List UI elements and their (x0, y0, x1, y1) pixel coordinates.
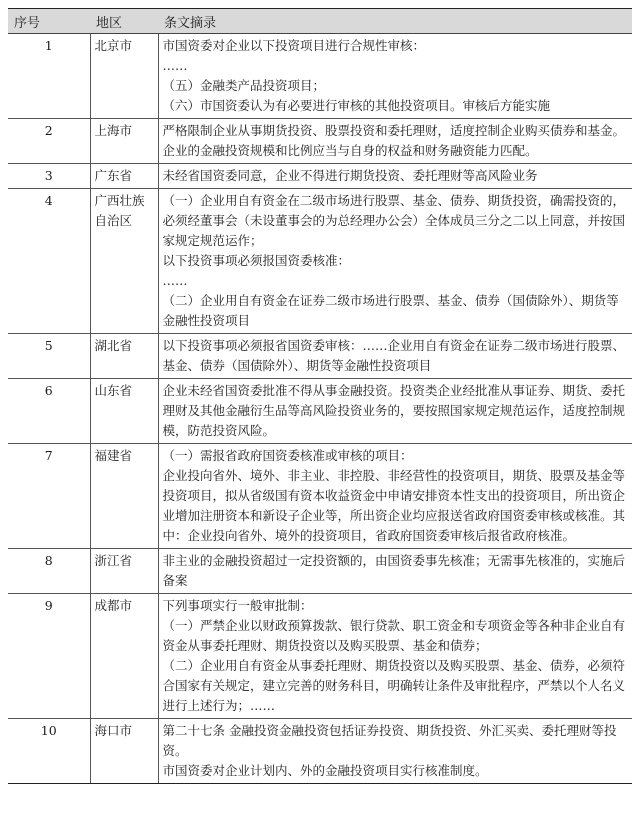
row-region: 福建省 (90, 444, 158, 549)
row-region: 广东省 (90, 164, 158, 189)
excerpt-line: …… (162, 273, 188, 288)
row-number: 1 (8, 34, 90, 119)
row-excerpt (158, 119, 632, 164)
row-number: 2 (8, 119, 90, 164)
row-excerpt (158, 164, 632, 189)
excerpt-line: （二）企业用自有资金在证券二级市场进行股票、基金、债券（国债除外）、期货等金融性投资项目 (162, 293, 619, 328)
row-region: 海口市 (90, 719, 158, 784)
table-row (8, 334, 632, 379)
row-number: 3 (8, 164, 90, 189)
excerpt-line: 企业投向省外、境外、非主业、非控股、非经营性的投资项目，期货、股票及基金等投资项目，拟从省级国有资本收益资金中申请安排资本性支出的投资项目，所出资企业增加注册资本和新设子企业等，所出资企业均应报送省政府国资委审核或核准。其中：企业投向省外、境外的投资项目，省政府国资委审核后报省政府核准。 (162, 468, 626, 543)
row-region: 广西壮族自治区 (90, 189, 158, 334)
table-row (8, 189, 632, 334)
excerpt-line: （一）严禁企业以财政预算拨款、银行贷款、职工资金和专项资金等各种非企业自有资金从事委托理财、期货投资以及购买股票、基金和债券； (162, 618, 626, 653)
row-number: 10 (8, 719, 90, 784)
excerpt-line: 严格限制企业从事期货投资、股票投资和委托理财，适度控制企业购买债券和基金。企业的金融投资规模和比例应当与自身的权益和财务融资能力匹配。 (162, 123, 626, 158)
row-excerpt (158, 594, 632, 719)
table-row (8, 164, 632, 189)
excerpt-line: （六）市国资委认为有必要进行审核的其他投资项目。审核后方能实施 (162, 98, 551, 113)
table-header (8, 9, 632, 34)
header-row (8, 9, 632, 34)
excerpt-line: 非主业的金融投资超过一定投资额的，由国资委事先核准；无需事先核准的，实施后备案 (162, 553, 626, 588)
row-number: 6 (8, 379, 90, 444)
excerpt-line: 市国资委对企业以下投资项目进行合规性审核： (162, 38, 426, 53)
row-excerpt (158, 379, 632, 444)
header-region: 地区 (90, 9, 158, 34)
row-number: 5 (8, 334, 90, 379)
table-row (8, 594, 632, 719)
row-region: 上海市 (90, 119, 158, 164)
excerpt-line: （二）企业用自有资金从事委托理财、期货投资以及购买股票、基金、债券，必须符合国家有关规定，建立完善的财务科目，明确转让条件及审批程序，严禁以个人名义进行上述行为；…… (162, 658, 626, 713)
excerpt-line: 以下投资事项必须报国资委核准： (162, 253, 351, 268)
excerpt-line: …… (162, 58, 188, 73)
row-excerpt (158, 334, 632, 379)
table-row (8, 444, 632, 549)
row-excerpt (158, 444, 632, 549)
row-excerpt (158, 549, 632, 594)
excerpt-line: （一）企业用自有资金在二级市场进行股票、基金、债券、期货投资，确需投资的，必须经董事会（未设董事会的为总经理办公会）全体成员三分之二以上同意，并按国家规定规范运作； (162, 193, 626, 248)
row-region: 湖北省 (90, 334, 158, 379)
row-excerpt (158, 719, 632, 784)
row-number: 8 (8, 549, 90, 594)
header-num: 序号 (8, 9, 90, 34)
excerpt-line: （五）金融类产品投资项目； (162, 78, 326, 93)
table-body (8, 34, 632, 784)
row-number: 7 (8, 444, 90, 549)
excerpt-line: 企业未经省国资委批准不得从事金融投资。投资类企业经批准从事证券、期货、委托理财及其他金融衍生品等高风险投资业务的，要按照国家规定规范运作，适度控制规模，防范投资风险。 (162, 383, 626, 438)
excerpt-line: 下列事项实行一般审批制： (162, 598, 313, 613)
table-row (8, 119, 632, 164)
table-row (8, 34, 632, 119)
regulation-table (8, 8, 632, 784)
excerpt-line: 第二十七条 金融投资金融投资包括证券投资、期货投资、外汇买卖、委托理财等投资。 (162, 723, 617, 758)
table-row (8, 549, 632, 594)
row-excerpt (158, 189, 632, 334)
table-row (8, 719, 632, 784)
table-row (8, 379, 632, 444)
row-excerpt (158, 34, 632, 119)
row-region: 浙江省 (90, 549, 158, 594)
row-number: 9 (8, 594, 90, 719)
excerpt-line: 以下投资事项必须报省国资委审核：……企业用自有资金在证券二级市场进行股票、基金、债券（国债除外）、期货等金融性投资项目 (162, 338, 626, 373)
excerpt-line: （一）需报省政府国资委核准或审核的项目： (162, 448, 413, 463)
row-region: 山东省 (90, 379, 158, 444)
row-region: 成都市 (90, 594, 158, 719)
header-text: 条文摘录 (158, 9, 632, 34)
excerpt-line: 未经省国资委同意，企业不得进行期货投资、委托理财等高风险业务 (162, 168, 538, 183)
row-number: 4 (8, 189, 90, 334)
excerpt-line: 市国资委对企业计划内、外的金融投资项目实行核准制度。 (162, 763, 488, 778)
row-region: 北京市 (90, 34, 158, 119)
